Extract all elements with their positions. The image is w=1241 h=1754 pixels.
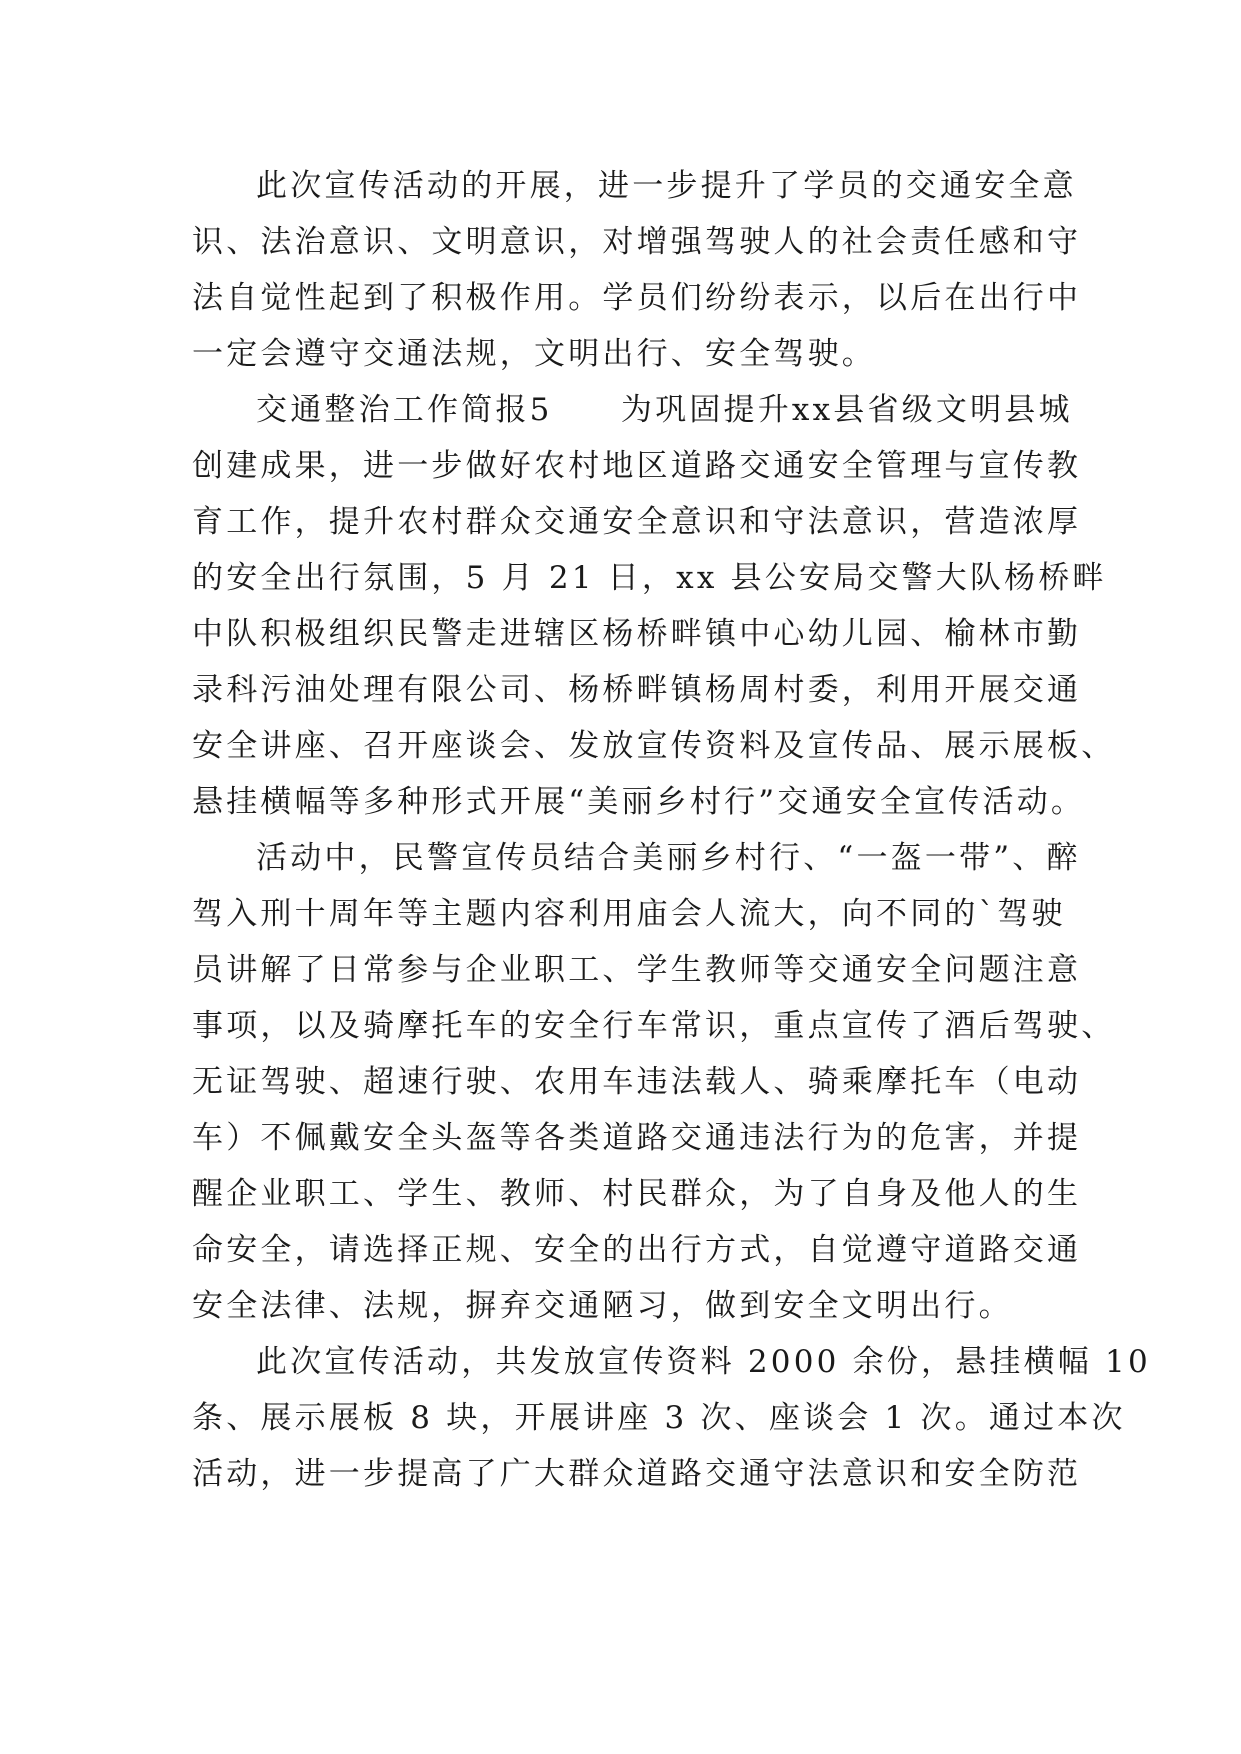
text-line: 此次宣传活动的开展，进一步提升了学员的交通安全意 [256, 168, 1077, 204]
text-line: 中队积极组织民警走进辖区杨桥畔镇中心幼儿园、榆林市勤 [192, 616, 1082, 652]
text-line: 法自觉性起到了积极作用。学员们纷纷表示，以后在出行中 [192, 280, 1082, 316]
text-line: 命安全，请选择正规、安全的出行方式，自觉遵守道路交通 [192, 1232, 1082, 1268]
text-line: 无证驾驶、超速行驶、农用车违法载人、骑乘摩托车（电动 [192, 1064, 1082, 1100]
paragraph-4 [192, 1334, 1151, 1502]
paragraph-2 [192, 382, 1116, 830]
text-line: 驾入刑十周年等主题内容利用庙会人流大，向不同的`驾驶 [192, 896, 1066, 932]
text-line: 育工作，提升农村群众交通安全意识和守法意识，营造浓厚 [192, 504, 1082, 540]
text-line: 悬挂横幅等多种形式开展“美丽乡村行”交通安全宣传活动。 [192, 784, 1086, 820]
text-line: 一定会遵守交通法规，文明出行、安全驾驶。 [192, 336, 876, 372]
text-line: 活动中，民警宣传员结合美丽乡村行、“一盔一带”、醉 [256, 840, 1081, 876]
text-line: 事项，以及骑摩托车的安全行车常识，重点宣传了酒后驾驶、 [192, 1008, 1116, 1044]
document-body [192, 158, 1151, 1502]
text-line: 醒企业职工、学生、教师、村民群众，为了自身及他人的生 [192, 1176, 1082, 1212]
text-line: 安全法律、法规，摒弃交通陋习，做到安全文明出行。 [192, 1288, 1013, 1324]
paragraph-3 [192, 830, 1116, 1334]
text-line: 安全讲座、召开座谈会、发放宣传资料及宣传品、展示展板、 [192, 728, 1116, 764]
text-line: 识、法治意识、文明意识，对增强驾驶人的社会责任感和守 [192, 224, 1082, 260]
text-line: 车）不佩戴安全头盔等各类道路交通违法行为的危害，并提 [192, 1120, 1082, 1156]
text-line: 交通整治工作简报5 为巩固提升xx县省级文明县城 [256, 392, 1073, 428]
text-line: 此次宣传活动，共发放宣传资料 2000 余份，悬挂横幅 10 [256, 1344, 1151, 1380]
text-line: 员讲解了日常参与企业职工、学生教师等交通安全问题注意 [192, 952, 1082, 988]
text-line: 的安全出行氛围，5 月 21 日，xx 县公安局交警大队杨桥畔 [192, 560, 1107, 596]
text-line: 活动，进一步提高了广大群众道路交通守法意识和安全防范 [192, 1456, 1082, 1492]
text-line: 创建成果，进一步做好农村地区道路交通安全管理与宣传教 [192, 448, 1082, 484]
text-line: 录科污油处理有限公司、杨桥畔镇杨周村委，利用开展交通 [192, 672, 1082, 708]
text-line: 条、展示展板 8 块，开展讲座 3 次、座谈会 1 次。通过本次 [192, 1400, 1126, 1436]
paragraph-1 [192, 158, 1082, 382]
